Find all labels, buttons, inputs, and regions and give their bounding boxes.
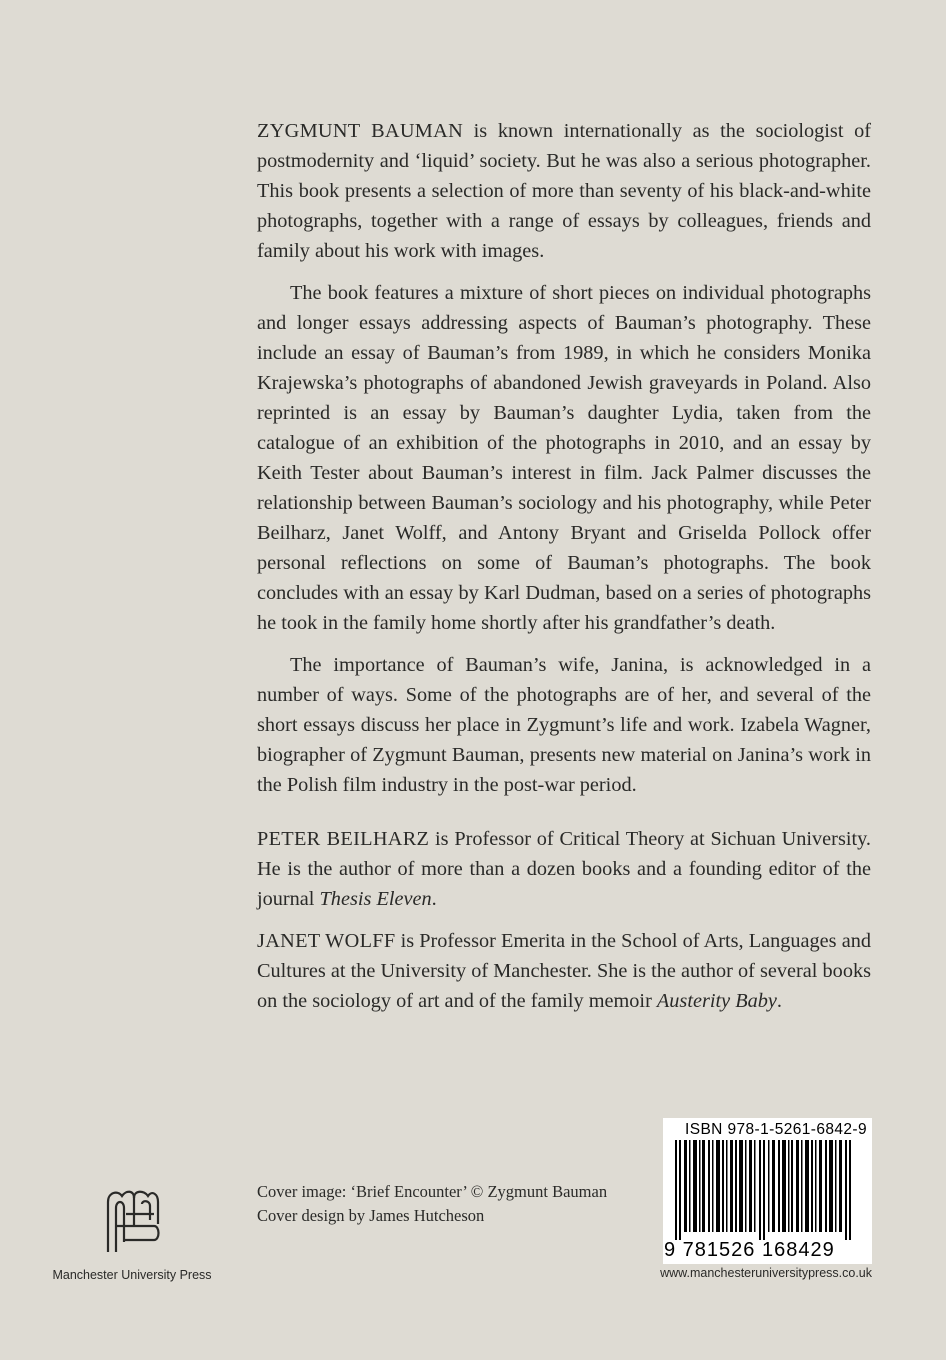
editor-name: JANET WOLFF: [257, 930, 396, 952]
blurb-paragraph-1: [257, 116, 871, 266]
memoir-title: Austerity Baby: [656, 990, 777, 1012]
back-cover-blurb: [257, 116, 871, 1022]
editor-bio-text: is Professor of Critical Theory at Sichuan University. He is the author of more than a dozen books and a founding editor of the journal: [257, 828, 871, 910]
barcode: [675, 1140, 863, 1240]
journal-title: Thesis Eleven: [319, 888, 432, 910]
blurb-paragraph-3: The importance of Bauman’s wife, Janina, is acknowledged in a number of ways. Some of the photographs are of her, and several of the short essays discuss her place in Zygmunt’s life and work. Izabela Wagner, biographer of Zygmunt Bauman, presents new material on Janina’s work in the Polish film industry in the post-war period.: [257, 654, 871, 796]
publisher-name: Manchester University Press: [52, 1268, 212, 1282]
blurb-text-1: is known internationally as the sociologist of postmodernity and ‘liquid’ society. But he was also a serious photographer. This book presents a selection of more than seventy of his black-and-white photographs, together with a range of essays by colleagues, friends and family about his work with images.: [257, 120, 871, 262]
isbn-label: ISBN 978-1-5261-6842-9: [685, 1121, 867, 1138]
editor-bio-beilharz: [257, 824, 871, 914]
editor-name: PETER BEILHARZ: [257, 828, 430, 850]
cover-image-credit: Cover image: ‘Brief Encounter’ © Zygmunt Bauman: [257, 1182, 608, 1201]
editor-bio-text: is Professor Emerita in the School of Arts, Languages and Cultures at the University of Manchester. She is the author of several books on the sociology of art and of the family memoir: [257, 930, 872, 1012]
publisher-website[interactable]: www.manchesteruniversitypress.co.uk: [660, 1266, 872, 1280]
author-name: ZYGMUNT BAUMAN: [257, 120, 464, 142]
editor-bio-wolff: [257, 926, 871, 1016]
bio-end: .: [431, 888, 437, 910]
cover-credits: [257, 1180, 607, 1228]
blurb-paragraph-2: The book features a mixture of short pieces on individual photographs and longer essays addressing aspects of Bauman’s photography. These include an essay of Bauman’s from 1989, in which he considers Monika Krajewska’s photographs of abandoned Jewish graveyards in Poland. Also reprinted is an essay by Bauman’s daughter Lydia, taken from the catalogue of an exhibition of the photographs in 2010, and an essay by Keith Tester about Bauman’s interest in film. Jack Palmer discusses the relationship between Bauman’s sociology and his photography, while Peter Beilharz, Janet Wolff, and Antony Bryant and Griselda Pollock offer personal reflections on some of Bauman’s photographs. The book concludes with an essay by Karl Dudman, based on a series of photographs he took in the family home shortly after his grandfather’s death.: [257, 282, 871, 634]
barcode-digits: 9 781526 168429: [664, 1239, 835, 1261]
mup-monogram-icon: [96, 1186, 164, 1254]
cover-design-credit: Cover design by James Hutcheson: [257, 1206, 485, 1225]
bio-end: .: [776, 990, 782, 1012]
